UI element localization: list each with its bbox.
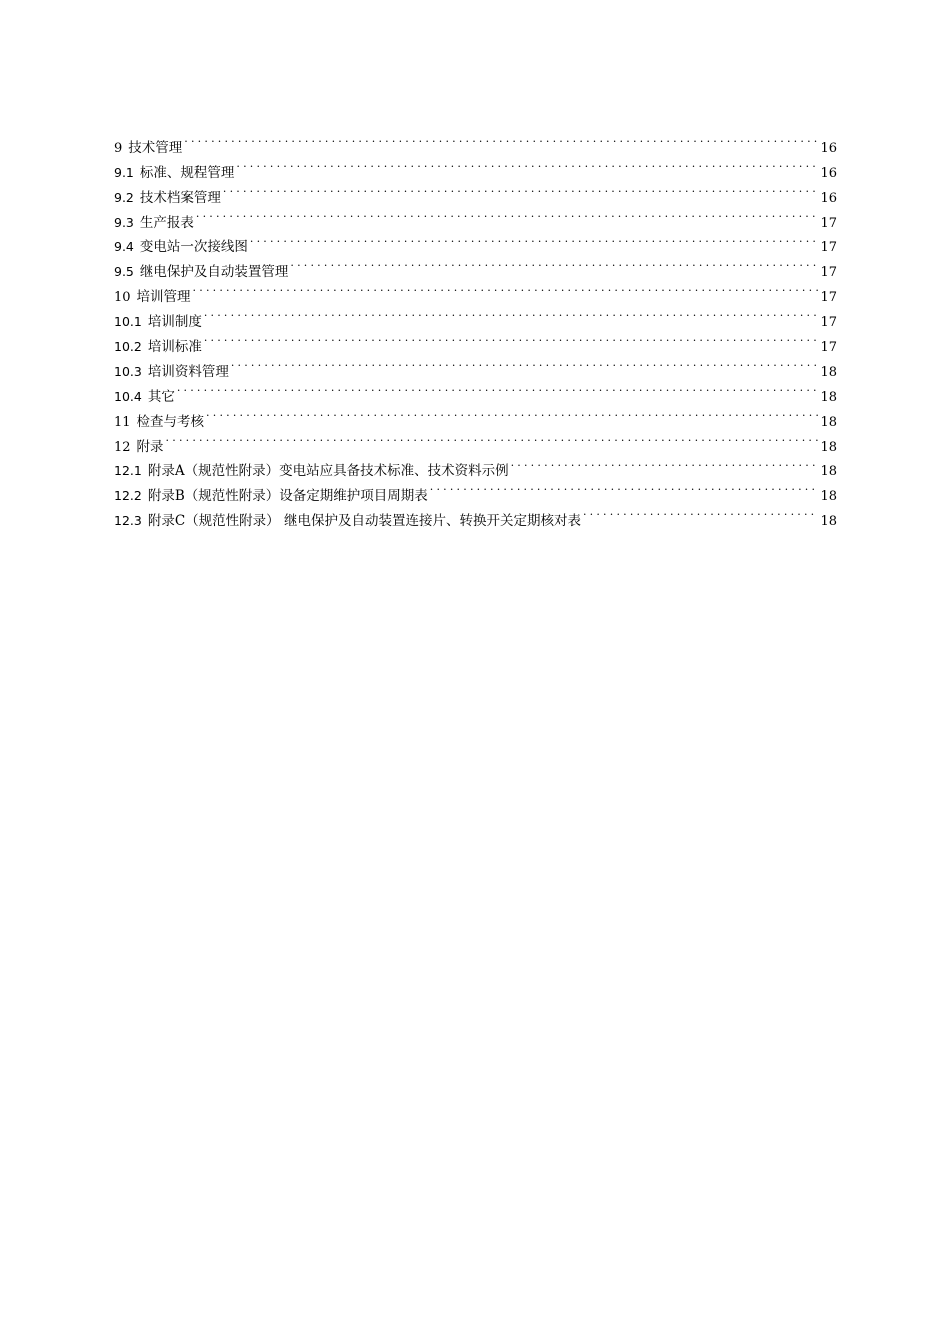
toc-entry-title: 标准、规程管理: [139, 164, 235, 181]
toc-entry-page: 16: [820, 190, 837, 206]
toc-dot-leader: [184, 127, 818, 152]
toc-entry-number: 9.5: [114, 264, 134, 280]
toc-entry-title: 附录A（规范性附录）变电站应具备技术标准、技术资料示例: [147, 463, 509, 480]
toc-dot-leader: [231, 351, 819, 376]
toc-dot-leader: [166, 426, 819, 451]
toc-entry-number: 9: [114, 140, 123, 156]
toc-entry-10-1[interactable]: [114, 301, 837, 331]
toc-entry-page: 16: [820, 140, 837, 156]
toc-entry-number: 10: [114, 290, 131, 306]
toc-dot-leader: [196, 202, 819, 227]
toc-entry-title: 培训资料管理: [147, 363, 229, 380]
toc-entry-number: 9.3: [114, 214, 134, 230]
toc-entry-title: 继电保护及自动装置管理: [139, 264, 289, 281]
toc-dot-leader: [430, 475, 819, 500]
toc-entry-number: 12.1: [114, 463, 142, 479]
toc-entry-10[interactable]: [114, 276, 837, 306]
toc-entry-title: 附录: [136, 438, 164, 455]
toc-entry-10-2[interactable]: [114, 326, 837, 356]
toc-entry-number: 10.1: [114, 314, 142, 330]
toc-entry-title: 技术档案管理: [139, 189, 221, 206]
toc-entry-11[interactable]: [114, 401, 837, 430]
toc-dot-leader: [511, 451, 819, 476]
toc-dot-leader: [204, 301, 819, 326]
toc-entry-number: 12.3: [114, 513, 142, 529]
table-of-contents: [114, 127, 837, 530]
toc-entry-number: 9.2: [114, 189, 134, 205]
toc-entry-page: 18: [820, 439, 837, 455]
toc-entry-title: 附录B（规范性附录）设备定期维护项目周期表: [147, 488, 428, 505]
toc-entry-page: 17: [820, 265, 837, 281]
toc-entry-title: 培训标准: [147, 339, 202, 356]
toc-entry-title: 检查与考核: [136, 413, 205, 430]
toc-entry-title: 生产报表: [139, 214, 194, 231]
toc-entry-title: 培训制度: [147, 314, 202, 331]
toc-dot-leader: [583, 500, 818, 525]
toc-entry-12-1[interactable]: [114, 451, 837, 480]
toc-entry-9-1[interactable]: [114, 152, 837, 181]
toc-entry-9-3[interactable]: [114, 202, 837, 231]
toc-dot-leader: [236, 152, 818, 177]
toc-entry-title: 技术管理: [128, 139, 183, 156]
toc-entry-page: 16: [820, 165, 837, 181]
toc-dot-leader: [177, 376, 819, 401]
toc-entry-page: 18: [820, 389, 837, 405]
toc-entry-number: 10.3: [114, 363, 142, 379]
toc-entry-9[interactable]: [114, 127, 837, 156]
toc-entry-number: 11: [114, 414, 131, 430]
toc-entry-page: 18: [820, 464, 837, 480]
toc-entry-page: 17: [820, 215, 837, 231]
toc-entry-page: 17: [820, 315, 837, 331]
toc-entry-9-2[interactable]: [114, 177, 837, 206]
toc-dot-leader: [193, 276, 819, 301]
toc-dot-leader: [204, 326, 819, 351]
toc-entry-number: 9.4: [114, 239, 134, 255]
toc-entry-title: 培训管理: [136, 289, 191, 306]
toc-entry-number: 12.2: [114, 488, 142, 504]
toc-entry-title: 附录C（规范性附录） 继电保护及自动装置连接片、转换开关定期核对表: [147, 513, 581, 530]
toc-entry-page: 18: [820, 514, 837, 530]
toc-dot-leader: [206, 401, 818, 426]
toc-dot-leader: [290, 251, 818, 276]
toc-entry-page: 18: [820, 414, 837, 430]
toc-entry-title: 其它: [147, 388, 175, 405]
toc-entry-number: 12: [114, 439, 131, 455]
toc-entry-9-4[interactable]: [114, 227, 837, 256]
toc-entry-page: 17: [820, 340, 837, 356]
toc-entry-10-3[interactable]: [114, 351, 837, 380]
toc-entry-page: 18: [820, 364, 837, 380]
toc-entry-12[interactable]: [114, 426, 837, 455]
toc-entry-number: 10.2: [114, 339, 142, 355]
toc-entry-page: 18: [820, 489, 837, 505]
toc-entry-10-4[interactable]: [114, 376, 837, 405]
toc-entry-page: 17: [820, 240, 837, 256]
toc-entry-number: 9.1: [114, 164, 134, 180]
toc-dot-leader: [250, 227, 819, 252]
toc-entry-title: 变电站一次接线图: [139, 239, 248, 256]
toc-entry-page: 17: [820, 290, 837, 306]
toc-dot-leader: [223, 177, 819, 202]
toc-entry-number: 10.4: [114, 388, 142, 404]
